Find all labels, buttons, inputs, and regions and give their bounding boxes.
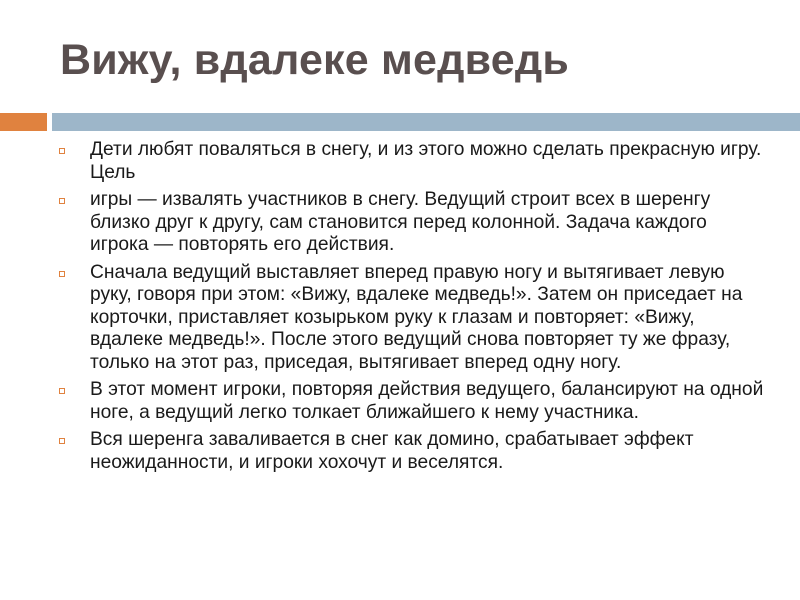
bullet-item <box>56 139 768 184</box>
bullet-text: В этот момент игроки, повторяя действия ведущего, балансируют на одной ноге, а ведущий легко толкает ближайшего к нему участника. <box>90 379 764 423</box>
hollow-square-bullet-icon <box>59 438 65 444</box>
bullet-item <box>56 429 768 474</box>
slide-title: Вижу, вдалеке медведь <box>60 36 569 84</box>
hollow-square-bullet-icon <box>59 271 65 277</box>
bullet-item <box>56 189 768 257</box>
bullet-text: Сначала ведущий выставляет вперед правую ногу и вытягивает левую руку, говоря при этом: «Вижу, вдалеке медведь!». Затем он приседает на корточки, приставляет козырьком руку к глазам и повторяет: «Вижу, вдалеке медведь!». После этого ведущий снова повторяет ту же фразу, только на этот раз, приседая, вытягивает вперед одну ногу. <box>90 261 743 373</box>
bullet-item <box>56 379 768 424</box>
bullet-list <box>56 139 768 479</box>
accent-bar-orange <box>0 113 47 131</box>
bullet-text: Вся шеренга заваливается в снег как домино, срабатывает эффект неожиданности, и игроки хохочут и веселятся. <box>90 429 694 473</box>
accent-bar-blue <box>52 113 800 131</box>
bullet-item <box>56 262 768 375</box>
bullet-text: Дети любят поваляться в снегу, и из этого можно сделать прекрасную игру. Цель <box>90 139 762 183</box>
hollow-square-bullet-icon <box>59 388 65 394</box>
bullet-text: игры — извалять участников в снегу. Ведущий строит всех в шеренгу близко друг к другу, сам становится перед колонной. Задача каждого игрока — повторять его действия. <box>90 189 711 255</box>
hollow-square-bullet-icon <box>59 148 65 154</box>
hollow-square-bullet-icon <box>59 198 65 204</box>
